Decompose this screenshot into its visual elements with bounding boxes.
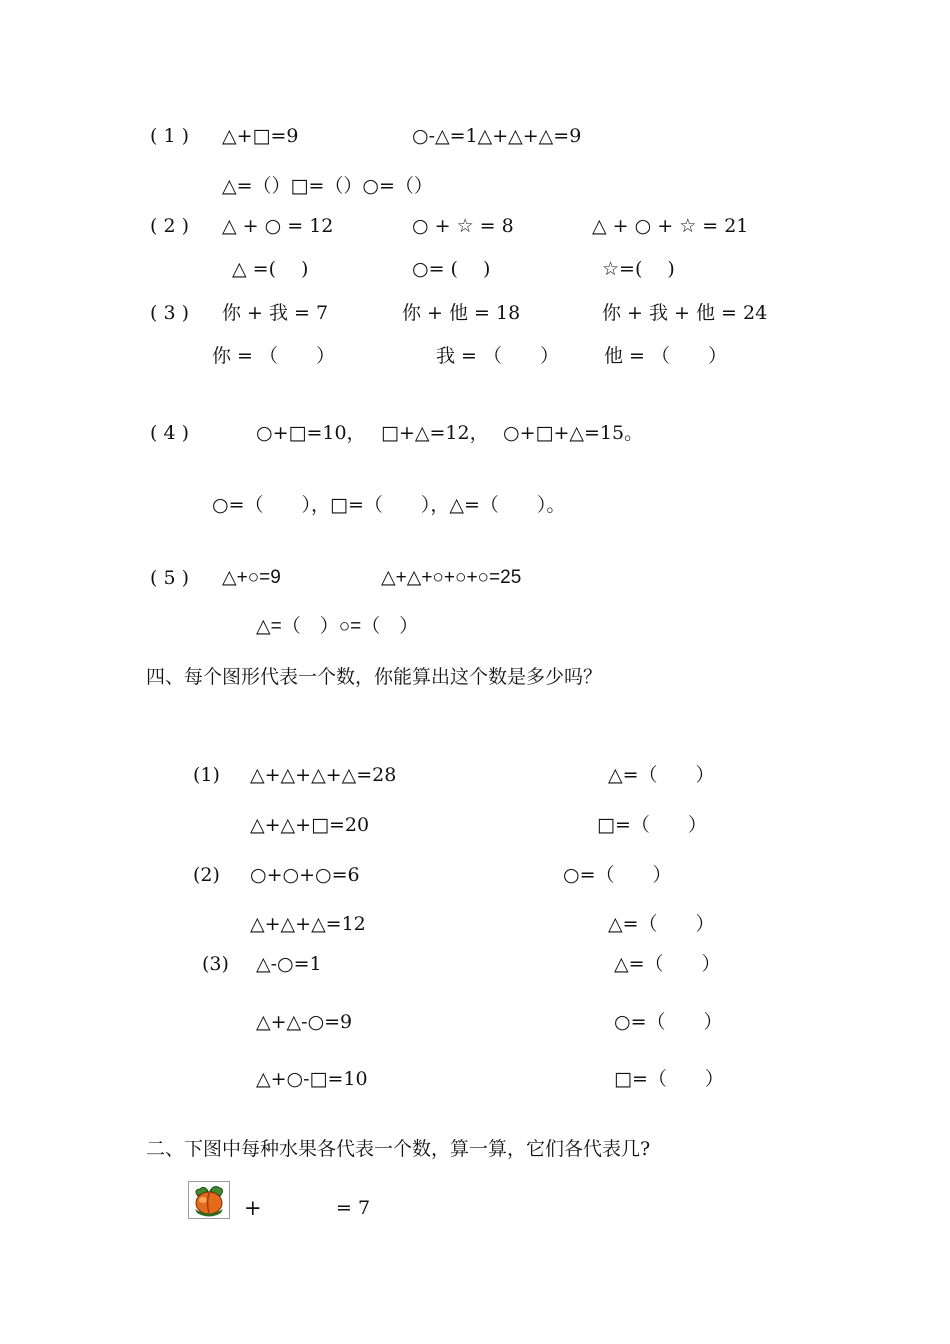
section-4-heading: 四、每个图形代表一个数，你能算出这个数是多少吗？ <box>146 666 603 688</box>
q2-equation-1: △ + ○ = 12 <box>222 215 334 237</box>
q4-equation-2: □+△=12， <box>381 422 489 444</box>
q5-answers: △=（ ）○=（ ） <box>256 616 419 637</box>
p1-equation-1: △+△+△+△=28 <box>250 764 397 786</box>
q1-answers: △=（）□=（）○=（） <box>222 175 433 197</box>
q5-label: ( 5 ) <box>150 567 189 589</box>
q3-equation-2: 你 + 他 = 18 <box>402 302 521 324</box>
p3-equation-1: △-○=1 <box>256 953 322 975</box>
q5-equation-1: △+○=9 <box>222 567 281 588</box>
q3-label: ( 3 ) <box>150 302 189 324</box>
q3-equation-3: 你 + 我 + 他 = 24 <box>602 302 768 324</box>
p1-label: (1) <box>193 764 220 786</box>
p2-answer-1: ○=（ ） <box>563 864 672 886</box>
p3-answer-2: ○=（ ） <box>614 1011 723 1033</box>
q2-answer-2: ○= ( ) <box>412 258 491 280</box>
q1-label: ( 1 ) <box>150 125 189 147</box>
q4-answers: ○=（ ），□=（ ），△=（ ）。 <box>212 494 566 516</box>
p3-answer-1: △=（ ） <box>614 953 721 975</box>
q2-equation-3: △ + ○ + ☆ = 21 <box>592 215 749 237</box>
q5-equation-2: △+△+○+○+○=25 <box>381 567 522 588</box>
p1-answer-1: △=（ ） <box>608 764 715 786</box>
q1-equation-1: △+□=9 <box>222 125 299 147</box>
p3-equation-2: △+△-○=9 <box>256 1011 353 1033</box>
q2-equation-2: ○ + ☆ = 8 <box>412 215 514 237</box>
p1-answer-2: □=（ ） <box>597 814 707 836</box>
q2-answer-3: ☆=( ) <box>602 258 675 280</box>
p1-equation-2: △+△+□=20 <box>250 814 370 836</box>
q1-equation-2: ○-△=1△+△+△=9 <box>412 125 582 147</box>
peach-icon <box>188 1181 230 1219</box>
q2-answer-1: △ =( ) <box>232 258 309 280</box>
p2-answer-2: △=（ ） <box>608 913 715 935</box>
q4-equation-1: ○+□=10， <box>256 422 366 444</box>
plus-sign: + <box>244 1196 262 1220</box>
q3-answer-3: 他 = （ ） <box>604 345 727 367</box>
q3-equation-1: 你 + 我 = 7 <box>222 302 329 324</box>
q2-label: ( 2 ) <box>150 215 189 237</box>
q4-equation-3: ○+□+△=15。 <box>503 422 644 444</box>
equals-seven: = 7 <box>336 1197 371 1219</box>
p3-answer-3: □=（ ） <box>614 1068 724 1090</box>
q3-answer-1: 你 = （ ） <box>212 345 335 367</box>
p2-label: (2) <box>193 864 220 886</box>
section-2-heading: 二、下图中每种水果各代表一个数，算一算，它们各代表几? <box>146 1138 651 1160</box>
p3-equation-3: △+○-□=10 <box>256 1068 368 1090</box>
p3-label: (3) <box>202 953 229 975</box>
p2-equation-1: ○+○+○=6 <box>250 864 360 886</box>
p2-equation-2: △+△+△=12 <box>250 913 366 935</box>
q4-label: ( 4 ) <box>150 422 189 444</box>
q3-answer-2: 我 = （ ） <box>436 345 559 367</box>
